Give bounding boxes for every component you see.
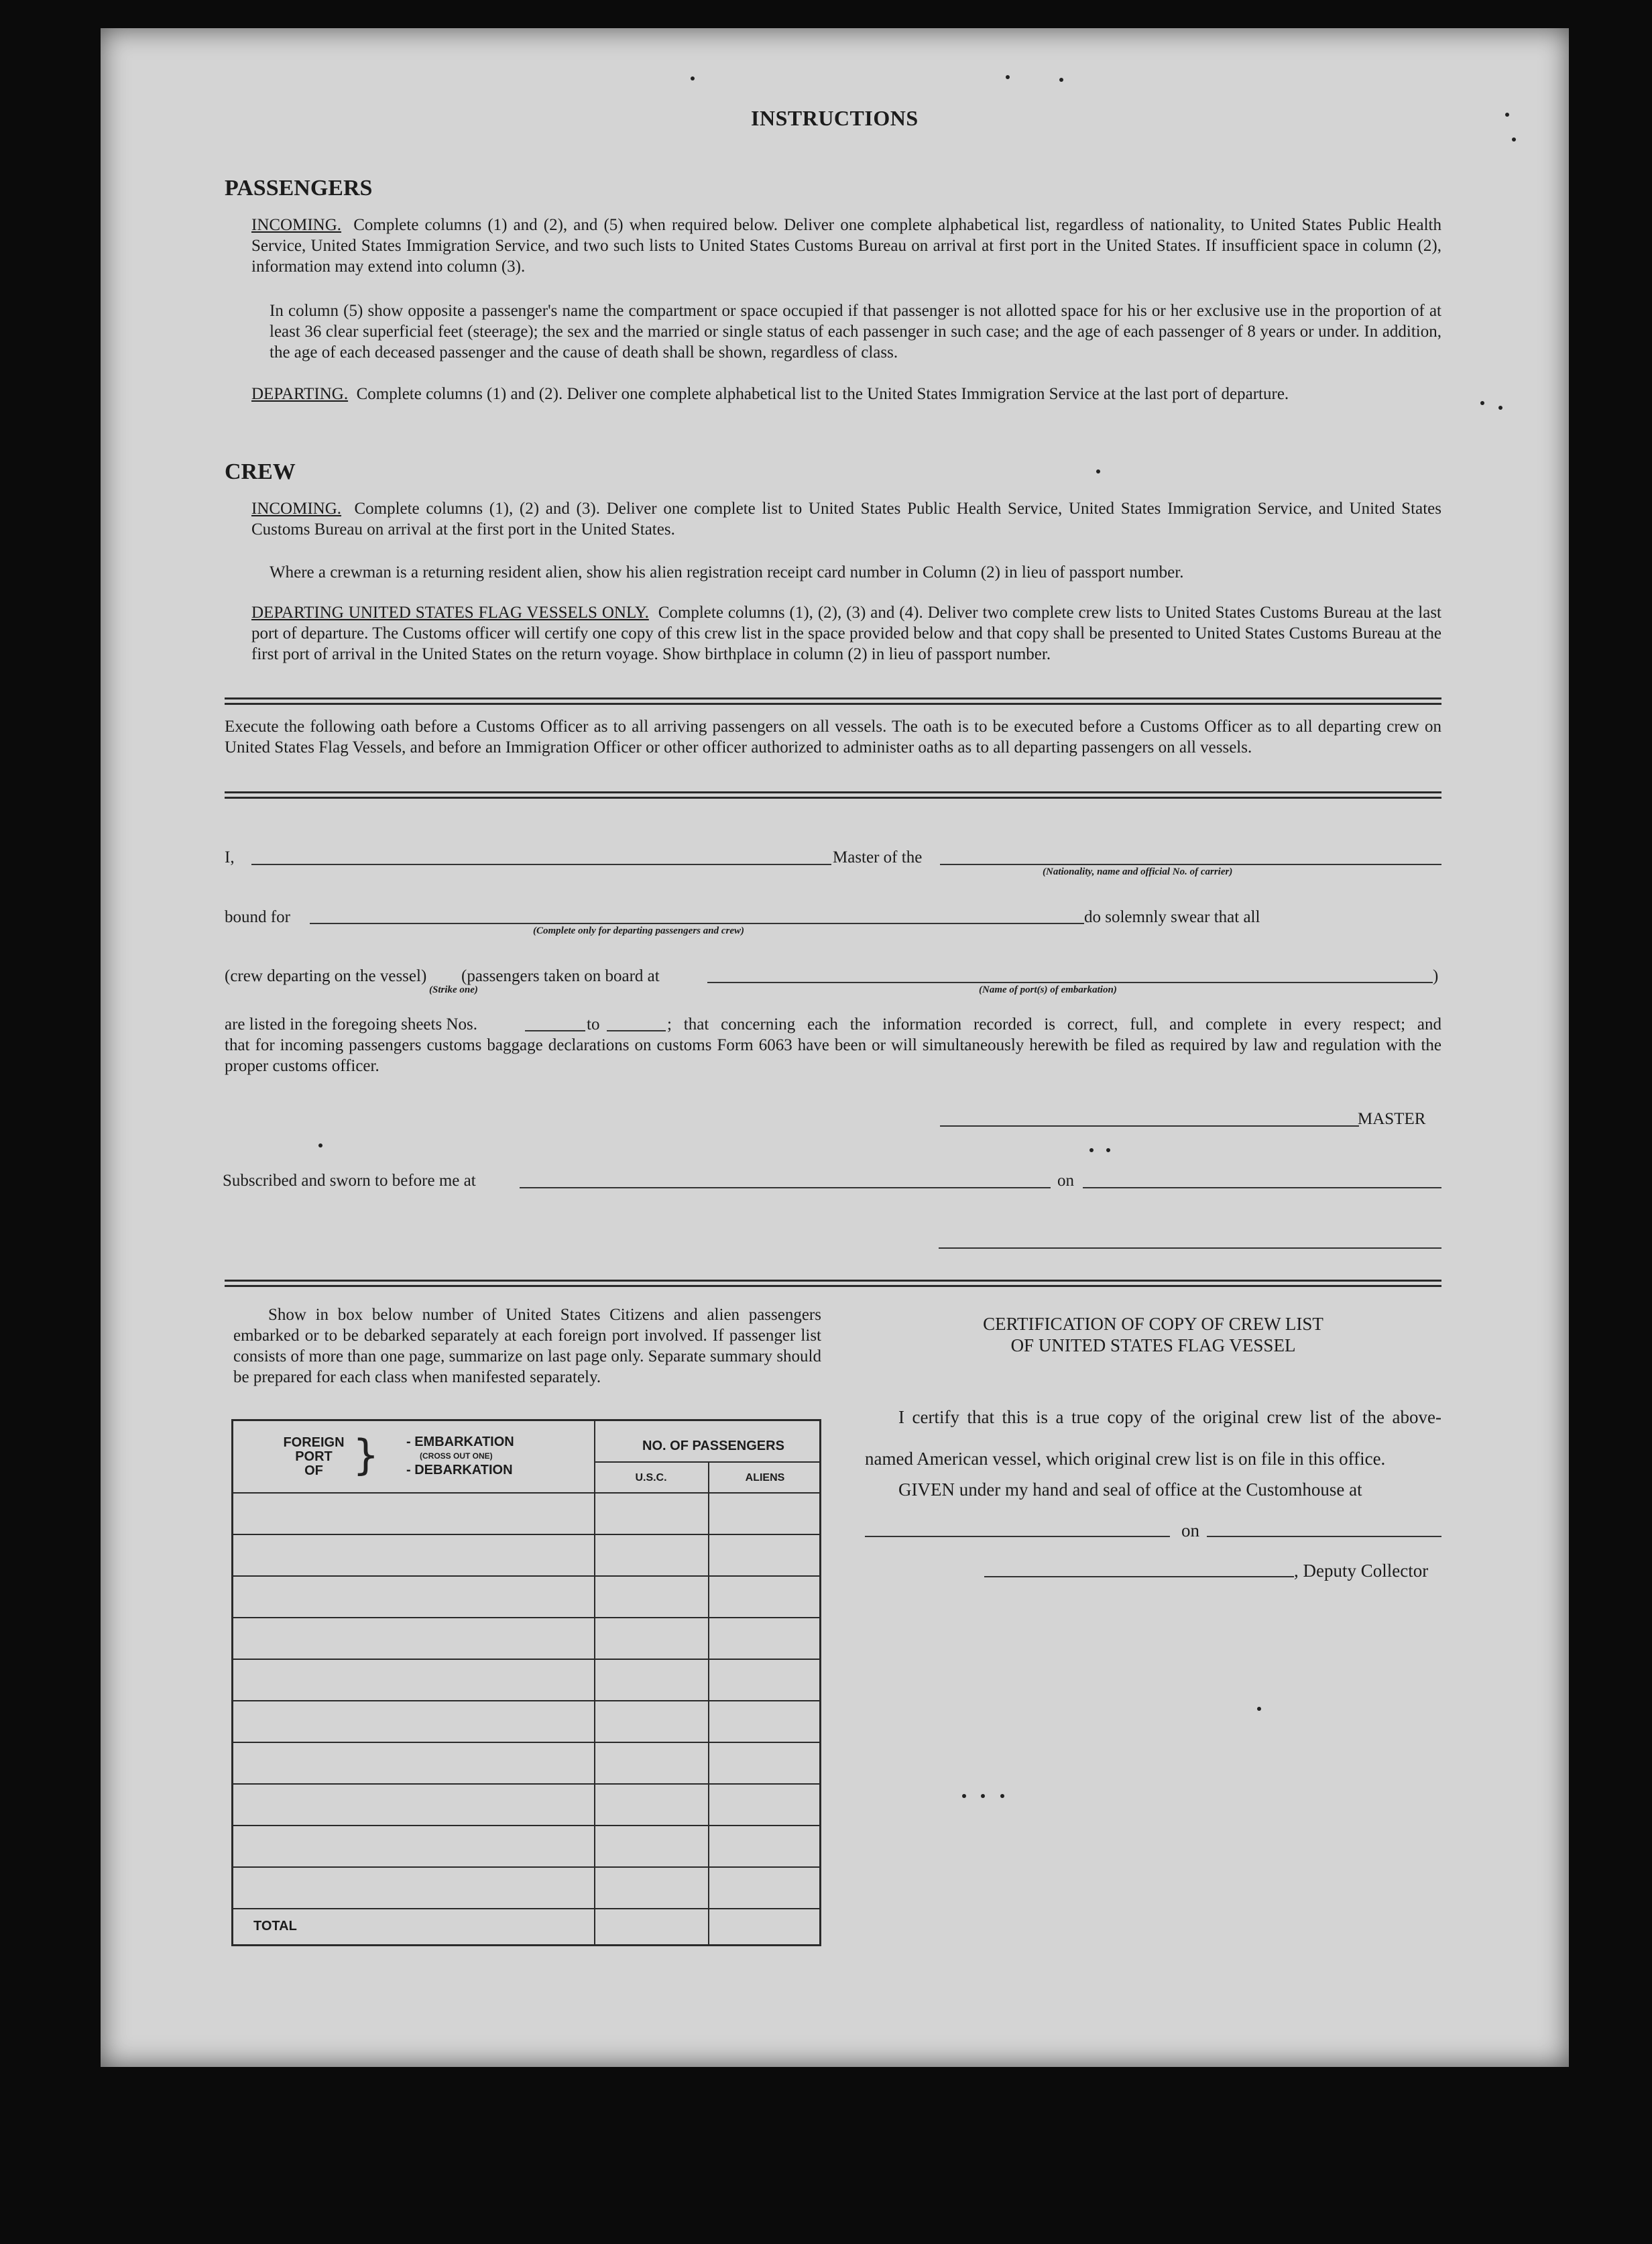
divider xyxy=(225,697,1441,699)
table-row-line xyxy=(233,1742,819,1743)
listed-b-cont: that for incoming passengers customs baggage declarations on customs Form 6063 have been or will simultaneously herewith be filed as required by law and regulation with the proper customs officer. xyxy=(225,1036,1441,1075)
listed-b-line1 xyxy=(667,1014,1441,1035)
certification-heading xyxy=(865,1313,1441,1356)
divider xyxy=(225,791,1441,793)
strike-one: (Strike one) xyxy=(429,985,478,995)
close-paren: ) xyxy=(1433,967,1439,985)
carrier-line xyxy=(940,864,1441,865)
sheet-from-line xyxy=(525,1030,585,1031)
table-row-line xyxy=(233,1617,819,1618)
passengers-taken: (passengers taken on board at xyxy=(461,967,660,985)
master-label: MASTER xyxy=(1358,1110,1426,1128)
deputy-collector: , Deputy Collector xyxy=(1294,1561,1429,1581)
aliens-header: ALIENS xyxy=(745,1472,785,1483)
summary-instruction: Show in box below number of United States Citizens and alien passengers embarked or to be debarked separately at each foreign port involved. If passenger list consists of more than one page, summarize on last page only. Separate summary should be prepared for each class when manifested separately. xyxy=(233,1306,821,1386)
scan-speck xyxy=(962,1794,966,1798)
passengers-incoming-label: INCOMING. xyxy=(251,216,342,234)
table-row-line xyxy=(233,1700,819,1701)
crew-departing-text: Complete columns (1), (2), (3) and (4). Deliver two complete crew lists to United States Customs Bureau at the last port of departure. The Customs officer will certify one copy of this crew list in the space provided below and that copy shall be presented to United States Customs Bureau at the first port of arrival in the United States on the return voyage. Show birthplace in column (2) in lieu of passport number. xyxy=(251,604,1441,663)
scan-speck xyxy=(1498,406,1502,410)
swear-text: do solemnly swear that all xyxy=(1084,908,1260,926)
passengers-departing-text: Complete columns (1) and (2). Deliver one complete alphabetical list to the United States Immigration Service at the last port of departure. xyxy=(356,385,1289,403)
scan-speck xyxy=(691,76,695,80)
crew-departing-vessel: (crew departing on the vessel) xyxy=(225,967,427,985)
master-name-line xyxy=(251,864,831,865)
port-caption: (Name of port(s) of embarkation) xyxy=(979,985,1117,995)
crew-departing xyxy=(251,602,1441,665)
crew-incoming-label: INCOMING. xyxy=(251,500,342,518)
oath-i: I, xyxy=(225,848,235,866)
foreign-port-word: FOREIGN xyxy=(283,1435,345,1450)
master-signature-line xyxy=(940,1125,1359,1127)
scan-speck xyxy=(318,1143,322,1147)
passengers-departing xyxy=(251,384,1441,404)
master-of-the: Master of the xyxy=(833,848,923,866)
passengers-incoming-text: Complete columns (1) and (2), and (5) when required below. Deliver one complete alphabetical list, regardless of nationality, to United States Public Health Service, United States Immigration Service, and two such lists to United States Customs Bureau on arrival at first port in the United States. If insufficient space in column (2), information may extend into column (3). xyxy=(251,216,1442,276)
certification-text: I certify that this is a true copy of the original crew list of the above-named American vessel, which original crew list is on file in this office. xyxy=(865,1407,1441,1469)
listed-b: ; that concerning each the information recorded is correct, full, and complete in every respect; and xyxy=(667,1015,1441,1033)
passengers-heading: PASSENGERS xyxy=(225,176,373,201)
scan-speck xyxy=(981,1794,985,1798)
crew-resident: Where a crewman is a returning resident alien, show his alien registration receipt card number in Column (2) in lieu of passport number. xyxy=(270,563,1184,581)
certification-on: on xyxy=(1181,1520,1199,1540)
sheet-to-line xyxy=(607,1030,666,1031)
cross-out-label: (CROSS OUT ONE) xyxy=(420,1451,493,1461)
foreign-port-word: PORT xyxy=(295,1449,333,1464)
table-row-line xyxy=(233,1659,819,1660)
scan-speck xyxy=(1505,113,1509,117)
subscribed-text: Subscribed and sworn to before me at xyxy=(223,1172,476,1190)
certification-date-line xyxy=(1207,1536,1441,1537)
table-row-line xyxy=(233,1908,819,1909)
usc-header: U.S.C. xyxy=(635,1472,667,1483)
table-row-line xyxy=(233,1783,819,1785)
passenger-summary-table xyxy=(231,1419,821,1946)
oath-instruction: Execute the following oath before a Customs Officer as to all arriving passengers on all vessels. The oath is to be executed before a Customs Officer as to all departing crew on United States Flag Vessels, and before an Immigration Officer or other officer authorized to administer oaths as to all departing passengers on all vessels. xyxy=(225,718,1441,756)
table-row-line xyxy=(233,1534,819,1535)
scan-speck xyxy=(1096,469,1100,473)
foreign-port-word: OF xyxy=(304,1463,323,1478)
passengers-departing-label: DEPARTING. xyxy=(251,385,349,403)
header-divider xyxy=(594,1461,819,1463)
listed-to: to xyxy=(587,1015,600,1033)
scan-speck xyxy=(1512,137,1516,142)
scan-speck xyxy=(1106,1148,1110,1152)
scan-speck xyxy=(1257,1707,1261,1711)
given-text: GIVEN under my hand and seal of office at the Customhouse at xyxy=(898,1479,1362,1500)
column-divider xyxy=(594,1421,595,1944)
subscribed-date-line xyxy=(1083,1187,1441,1188)
divider xyxy=(225,797,1441,799)
subscribed-on: on xyxy=(1057,1172,1074,1190)
table-row-line xyxy=(233,1492,819,1494)
certification-heading-line2: OF UNITED STATES FLAG VESSEL xyxy=(1010,1335,1296,1355)
total-label: TOTAL xyxy=(253,1919,297,1933)
foreign-port-header xyxy=(280,1436,347,1478)
table-row-line xyxy=(233,1825,819,1826)
customhouse-line xyxy=(865,1536,1170,1537)
brace-icon: } xyxy=(353,1430,379,1479)
bound-for: bound for xyxy=(225,908,290,926)
deputy-signature-line xyxy=(984,1576,1294,1577)
listed-a: are listed in the foregoing sheets Nos. xyxy=(225,1015,477,1033)
scan-speck xyxy=(1006,75,1010,79)
embarkation-label: - EMBARKATION xyxy=(406,1435,514,1449)
debarkation-label: - DEBARKATION xyxy=(406,1463,513,1477)
table-row-line xyxy=(233,1866,819,1868)
table-row-line xyxy=(233,1575,819,1577)
passengers-column5: In column (5) show opposite a passenger's name the compartment or space occupied if that passenger is not allotted space for his or her exclusive use in the proportion of at least 36 clear superficial feet (steerage); the sex and the married or single status of each passenger in such case; and the age of each passenger of 8 years or under. In addition, the age of each deceased passenger and the cause of death shall be shown, regardless of class. xyxy=(270,302,1441,361)
divider xyxy=(225,1285,1441,1287)
officer-signature-line xyxy=(939,1247,1441,1249)
divider xyxy=(225,703,1441,705)
bound-caption: (Complete only for departing passengers and crew) xyxy=(533,925,744,936)
no-of-passengers-header: NO. OF PASSENGERS xyxy=(642,1439,784,1453)
divider xyxy=(225,1280,1441,1282)
crew-departing-label: DEPARTING UNITED STATES FLAG VESSELS ONLY. xyxy=(251,604,649,622)
scan-speck xyxy=(1480,401,1484,405)
scan-speck xyxy=(1089,1148,1094,1152)
crew-incoming-text: Complete columns (1), (2) and (3). Deliver one complete list to United States Public Health Service, United States Immigration Service, and United States Customs Bureau on arrival at the first port in the United States. xyxy=(251,500,1441,539)
passengers-incoming xyxy=(251,215,1441,277)
crew-incoming xyxy=(251,498,1441,540)
crew-heading: CREW xyxy=(225,459,296,484)
scan-speck xyxy=(1000,1794,1004,1798)
port-line xyxy=(707,982,1433,983)
certification-heading-line1: CERTIFICATION OF COPY OF CREW LIST xyxy=(983,1314,1323,1334)
scan-speck xyxy=(1059,78,1063,82)
subscribed-place-line xyxy=(520,1187,1051,1188)
carrier-caption: (Nationality, name and official No. of carrier) xyxy=(1043,866,1233,877)
page-title: INSTRUCTIONS xyxy=(751,106,919,130)
bound-for-line xyxy=(310,923,1084,924)
